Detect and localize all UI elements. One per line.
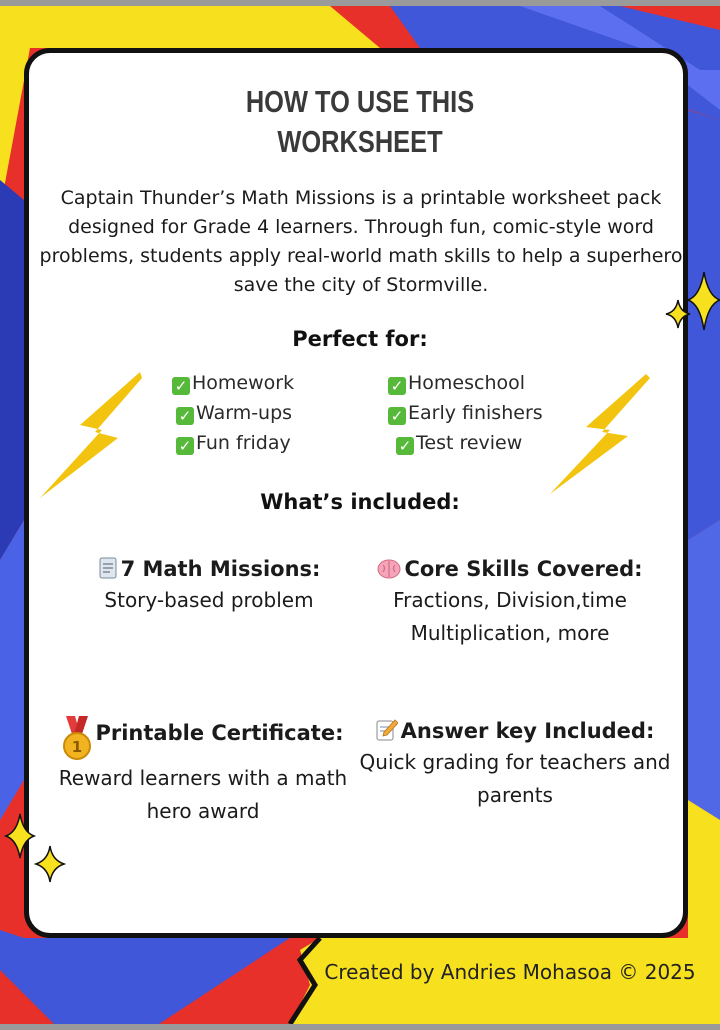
medal-icon bbox=[62, 716, 92, 762]
feature-body: Fractions, Division,time Multiplication, more bbox=[393, 588, 627, 645]
checklist-item: ✓ Homeschool bbox=[388, 370, 525, 396]
check-mark-icon: ✓ bbox=[172, 377, 190, 395]
title-line-1: HOW TO USE THIS bbox=[245, 84, 475, 119]
check-mark-icon: ✓ bbox=[396, 437, 414, 455]
feature-body: Story-based problem bbox=[104, 588, 314, 612]
footer-credit: Created by Andries Mohasoa © 2025 bbox=[324, 960, 696, 984]
checklist-item: ✓ Fun friday bbox=[176, 430, 291, 456]
feature-title: Core Skills Covered: bbox=[404, 557, 643, 581]
feature-answer-key bbox=[356, 716, 674, 812]
title-line-2: WORKSHEET bbox=[277, 124, 443, 159]
document-icon bbox=[98, 557, 118, 579]
checklist-item: ✓ Warm-ups bbox=[176, 400, 292, 426]
sparkle-icon bbox=[664, 270, 720, 332]
feature-math-missions bbox=[50, 554, 368, 617]
feature-title: 7 Math Missions: bbox=[120, 557, 321, 581]
brain-icon bbox=[377, 559, 401, 579]
checklist-item: ✓ Early finishers bbox=[388, 400, 543, 426]
checklist-item: ✓ Test review bbox=[396, 430, 522, 456]
feature-body: Quick grading for teachers and parents bbox=[359, 750, 671, 807]
whats-included-heading: What’s included: bbox=[260, 490, 460, 514]
check-mark-icon: ✓ bbox=[176, 437, 194, 455]
feature-title: Answer key Included: bbox=[400, 719, 655, 743]
lightning-bolt-icon bbox=[40, 370, 145, 500]
perfect-for-heading: Perfect for: bbox=[292, 327, 428, 351]
check-mark-icon: ✓ bbox=[388, 377, 406, 395]
feature-title: Printable Certificate: bbox=[95, 721, 344, 745]
intro-paragraph: Captain Thunder’s Math Missions is a printable worksheet pack designed for Grade 4 learners. Through fun, comic-style word problems, students apply real-world math skills to help a superhero save the city of Stormville. bbox=[39, 187, 683, 296]
check-mark-icon: ✓ bbox=[388, 407, 406, 425]
svg-text:1: 1 bbox=[72, 738, 83, 756]
feature-body: Reward learners with a math hero award bbox=[58, 766, 348, 823]
memo-icon bbox=[376, 719, 398, 741]
check-mark-icon: ✓ bbox=[176, 407, 194, 425]
feature-certificate bbox=[38, 716, 368, 828]
checklist-item: ✓ Homework bbox=[172, 370, 294, 396]
feature-core-skills bbox=[352, 554, 668, 650]
page-title bbox=[65, 82, 655, 162]
lightning-bolt-icon bbox=[548, 372, 653, 497]
